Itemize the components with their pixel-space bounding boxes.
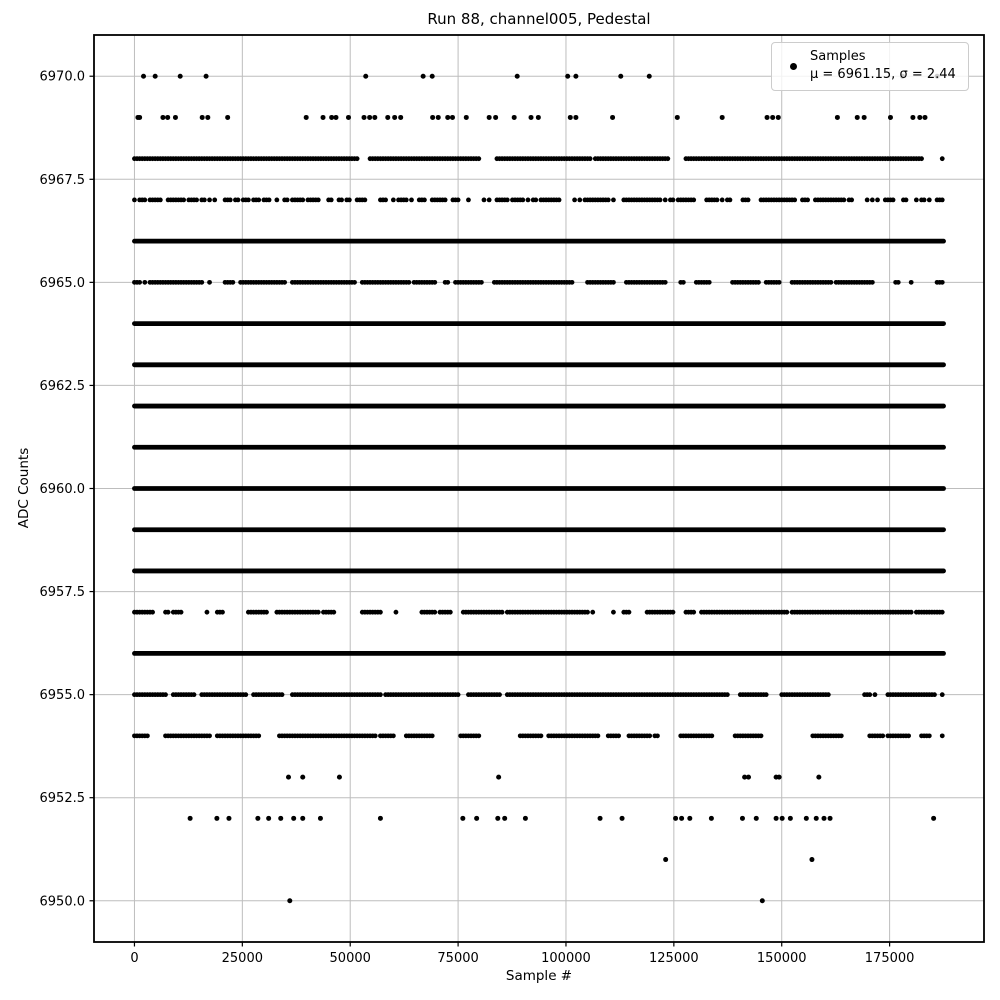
sample-dot <box>770 115 775 120</box>
sample-dot <box>822 816 827 821</box>
sample-dot <box>373 733 378 738</box>
sample-dot <box>158 198 163 203</box>
sample-dot <box>456 198 461 203</box>
sample-dot <box>725 692 730 697</box>
sample-dot <box>316 610 321 615</box>
sample-dot <box>715 198 720 203</box>
sample-dot <box>445 115 450 120</box>
x-tick-label: 175000 <box>864 951 915 966</box>
sample-dot <box>163 692 168 697</box>
sample-dot <box>226 816 231 821</box>
sample-dot <box>788 816 793 821</box>
y-tick-label: 6967.5 <box>39 172 85 188</box>
sample-dot <box>207 280 212 285</box>
sample-dot <box>432 280 437 285</box>
sample-dot <box>255 816 260 821</box>
sample-dot <box>709 816 714 821</box>
sample-dot <box>627 610 632 615</box>
sample-dot <box>266 816 271 821</box>
sample-dot <box>476 156 481 161</box>
sample-dot <box>792 198 797 203</box>
sample-dot <box>188 816 193 821</box>
sample-dot <box>199 280 204 285</box>
sample-dot <box>346 115 351 120</box>
sample-dot <box>707 280 712 285</box>
sample-dot <box>448 610 453 615</box>
sample-dot <box>166 610 171 615</box>
sample-dot <box>502 816 507 821</box>
sample-dot <box>931 816 936 821</box>
sample-dot <box>205 610 210 615</box>
sample-dot <box>178 74 183 79</box>
sample-dot <box>378 692 383 697</box>
sample-dot <box>207 733 212 738</box>
sample-dot <box>422 198 427 203</box>
sample-dot <box>671 198 676 203</box>
sample-dot <box>141 74 146 79</box>
sample-dot <box>391 198 396 203</box>
sample-dot <box>150 610 155 615</box>
sample-dot <box>917 115 922 120</box>
sample-dot <box>207 198 212 203</box>
y-tick-label: 6955.0 <box>39 688 85 704</box>
sample-dot <box>512 115 517 120</box>
sample-dot <box>160 115 165 120</box>
sample-dot <box>774 816 779 821</box>
sample-dot <box>658 198 663 203</box>
y-tick-label: 6965.0 <box>39 275 85 291</box>
sample-dot <box>873 692 878 697</box>
sample-dot <box>362 198 367 203</box>
sample-dot <box>145 733 150 738</box>
sample-dot <box>394 610 399 615</box>
data-points <box>132 74 945 904</box>
sample-dot <box>681 280 686 285</box>
sample-dot <box>940 610 945 615</box>
sample-dot <box>256 198 261 203</box>
sample-dot <box>940 156 945 161</box>
sample-dot <box>520 198 525 203</box>
sample-dot <box>780 816 785 821</box>
sample-dot <box>826 692 831 697</box>
sample-dot <box>590 610 595 615</box>
sample-dot <box>906 733 911 738</box>
sample-dot <box>855 115 860 120</box>
sample-dot <box>479 280 484 285</box>
sample-dot <box>460 816 465 821</box>
sample-dot <box>464 115 469 120</box>
sample-dot <box>870 280 875 285</box>
sample-dot <box>687 816 692 821</box>
sample-dot <box>286 775 291 780</box>
y-tick-label: 6952.5 <box>39 791 85 807</box>
sample-dot <box>378 816 383 821</box>
sample-dot <box>606 198 611 203</box>
sample-dot <box>760 898 765 903</box>
sample-dot <box>754 816 759 821</box>
sample-dot <box>570 280 575 285</box>
sample-dot <box>835 115 840 120</box>
sample-dot <box>828 816 833 821</box>
legend-marker-box <box>780 63 806 70</box>
sample-dot <box>430 733 435 738</box>
sample-dot <box>841 198 846 203</box>
y-axis-label: ADC Counts <box>16 447 32 529</box>
sample-dot <box>573 74 578 79</box>
sample-dot <box>849 198 854 203</box>
chart-title: Run 88, channel005, Pedestal <box>427 10 651 28</box>
sample-dot <box>300 198 305 203</box>
sample-dot <box>809 857 814 862</box>
sample-dot <box>805 198 810 203</box>
sample-dot <box>940 733 945 738</box>
sample-dot <box>321 115 326 120</box>
sample-dot <box>539 733 544 738</box>
tick-labels <box>40 70 915 966</box>
sample-dot <box>910 115 915 120</box>
sample-dot <box>665 156 670 161</box>
sample-dot <box>421 74 426 79</box>
sample-dot <box>432 610 437 615</box>
sample-dot <box>565 74 570 79</box>
sample-dot <box>777 775 782 780</box>
x-tick-label: 75000 <box>437 951 479 966</box>
sample-dot <box>776 115 781 120</box>
sample-dot <box>804 816 809 821</box>
sample-dot <box>179 610 184 615</box>
x-tick-label: 150000 <box>756 951 807 966</box>
sample-dot <box>577 198 582 203</box>
sample-dot <box>515 74 520 79</box>
sample-dot <box>264 610 269 615</box>
sample-dot <box>487 198 492 203</box>
sample-dot <box>443 198 448 203</box>
sample-dot <box>476 733 481 738</box>
sample-dot <box>316 198 321 203</box>
sample-dot <box>720 115 725 120</box>
sample-dot <box>904 198 909 203</box>
sample-dot <box>409 198 414 203</box>
sample-dot <box>363 74 368 79</box>
y-tick-label: 6970.0 <box>39 69 85 85</box>
sample-dot <box>720 198 725 203</box>
sample-dot <box>927 733 932 738</box>
sample-dot <box>785 610 790 615</box>
sample-dot <box>620 816 625 821</box>
sample-dot <box>192 692 197 697</box>
sample-dot <box>474 816 479 821</box>
sample-dot <box>909 610 914 615</box>
ticks <box>90 76 890 946</box>
sample-dot <box>829 280 834 285</box>
sample-dot <box>181 198 186 203</box>
legend-label-samples: Samples <box>810 49 866 64</box>
sample-dot <box>573 115 578 120</box>
x-tick-label: 50000 <box>329 951 371 966</box>
sample-dot <box>888 115 893 120</box>
sample-dot <box>430 115 435 120</box>
sample-dot <box>557 198 562 203</box>
sample-dot <box>655 733 660 738</box>
sample-dot <box>173 115 178 120</box>
sample-dot <box>300 775 305 780</box>
sample-dot <box>300 816 305 821</box>
sample-dot <box>505 198 510 203</box>
sample-dot <box>746 198 751 203</box>
x-tick-label: 0 <box>130 951 139 966</box>
sample-dot <box>280 692 285 697</box>
sample-dot <box>610 115 615 120</box>
sample-dot <box>598 816 603 821</box>
sample-dot <box>865 198 870 203</box>
sample-dot <box>225 115 230 120</box>
sample-dot <box>529 115 534 120</box>
sample-dot <box>137 280 142 285</box>
sample-dot <box>398 115 403 120</box>
y-tick-label: 6962.5 <box>39 378 85 394</box>
sample-dot <box>482 198 487 203</box>
sample-dot <box>568 115 573 120</box>
sample-dot <box>496 775 501 780</box>
sample-dot <box>816 775 821 780</box>
sample-dot <box>691 198 696 203</box>
sample-dot <box>200 115 205 120</box>
sample-dot <box>230 280 235 285</box>
sample-dot <box>746 775 751 780</box>
sample-dot <box>355 156 360 161</box>
sample-dot <box>611 610 616 615</box>
x-tick-label: 125000 <box>649 951 699 966</box>
sample-dot <box>142 198 147 203</box>
sample-dot <box>153 74 158 79</box>
sample-dot <box>194 198 199 203</box>
sample-dot <box>927 198 932 203</box>
sample-dot <box>675 115 680 120</box>
sample-dot <box>759 733 764 738</box>
sample-dot <box>430 74 435 79</box>
sample-dot <box>383 198 388 203</box>
samples-marker-icon <box>790 63 797 70</box>
sample-dot <box>919 156 924 161</box>
sample-dot <box>862 115 867 120</box>
sample-dot <box>777 280 782 285</box>
sample-dot <box>347 198 352 203</box>
sample-dot <box>142 280 147 285</box>
sample-dot <box>673 816 678 821</box>
sample-dot <box>202 198 207 203</box>
sample-dot <box>406 280 411 285</box>
sample-dot <box>596 733 601 738</box>
sample-dot <box>523 816 528 821</box>
sample-dot <box>352 280 357 285</box>
sample-dot <box>337 775 342 780</box>
sample-dot <box>867 692 872 697</box>
sample-dot <box>267 198 272 203</box>
legend-stats: μ = 6961.15, σ = 2.44 <box>810 67 956 83</box>
sample-dot <box>588 156 593 161</box>
sample-dot <box>814 816 819 821</box>
sample-dot <box>436 115 441 120</box>
sample-dot <box>278 816 283 821</box>
sample-dot <box>466 198 471 203</box>
sample-dot <box>495 816 500 821</box>
sample-dot <box>392 115 397 120</box>
sample-dot <box>228 198 233 203</box>
sample-dot <box>404 198 409 203</box>
sample-dot <box>287 898 292 903</box>
sample-dot <box>132 198 137 203</box>
x-tick-label: 100000 <box>541 951 591 966</box>
sample-dot <box>663 280 668 285</box>
sample-dot <box>536 115 541 120</box>
y-tick-label: 6957.5 <box>39 585 85 601</box>
sample-dot <box>526 198 531 203</box>
sample-dot <box>137 115 142 120</box>
sample-dot <box>291 816 296 821</box>
sample-dot <box>572 198 577 203</box>
sample-dot <box>372 115 377 120</box>
sample-dot <box>914 198 919 203</box>
sample-dot <box>671 610 676 615</box>
sample-dot <box>765 115 770 120</box>
sample-dot <box>740 816 745 821</box>
y-tick-label: 6960.0 <box>39 482 85 497</box>
sample-dot <box>385 115 390 120</box>
sample-dot <box>728 198 733 203</box>
sample-dot <box>870 198 875 203</box>
sample-dot <box>487 115 492 120</box>
sample-dot <box>500 610 505 615</box>
sample-dot <box>647 733 652 738</box>
sample-dot <box>246 198 251 203</box>
sample-dot <box>212 198 217 203</box>
sample-dot <box>274 198 279 203</box>
sample-dot <box>329 198 334 203</box>
sample-dot <box>331 610 336 615</box>
sample-dot <box>922 115 927 120</box>
sample-dot <box>282 280 287 285</box>
sample-dot <box>329 115 334 120</box>
sample-dot <box>932 692 937 697</box>
sample-dot <box>378 610 383 615</box>
sample-dot <box>922 198 927 203</box>
y-tick-label: 6950.0 <box>39 894 85 910</box>
sample-dot <box>391 733 396 738</box>
sample-dot <box>875 198 880 203</box>
sample-dot <box>285 198 290 203</box>
sample-dot <box>909 280 914 285</box>
sample-dot <box>691 610 696 615</box>
sample-dot <box>493 115 498 120</box>
sample-dot <box>709 733 714 738</box>
sample-dot <box>679 816 684 821</box>
sample-dot <box>940 692 945 697</box>
sample-dot <box>896 280 901 285</box>
sample-dot <box>533 198 538 203</box>
sample-dot <box>756 280 761 285</box>
sample-dot <box>880 733 885 738</box>
sample-dot <box>618 74 623 79</box>
sample-dot <box>165 115 170 120</box>
sample-dot <box>362 115 367 120</box>
sample-dot <box>891 198 896 203</box>
sample-dot <box>304 115 309 120</box>
sample-dot <box>663 198 668 203</box>
sample-dot <box>339 198 344 203</box>
sample-dot <box>611 198 616 203</box>
legend-text <box>810 48 956 85</box>
sample-dot <box>367 115 372 120</box>
x-axis-label: Sample # <box>505 968 573 984</box>
sample-dot <box>647 74 652 79</box>
legend <box>771 42 969 91</box>
sample-dot <box>764 692 769 697</box>
sample-dot <box>333 115 338 120</box>
sample-dot <box>585 610 590 615</box>
sample-dot <box>456 692 461 697</box>
sample-dot <box>214 816 219 821</box>
sample-dot <box>318 816 323 821</box>
sample-dot <box>236 198 241 203</box>
sample-dot <box>611 280 616 285</box>
sample-dot <box>220 610 225 615</box>
sample-dot <box>940 280 945 285</box>
sample-dot <box>839 733 844 738</box>
sample-dot <box>243 692 248 697</box>
sample-dot <box>205 115 210 120</box>
x-tick-label: 25000 <box>221 951 264 966</box>
sample-dot <box>663 857 668 862</box>
sample-dot <box>256 733 261 738</box>
sample-dot <box>445 280 450 285</box>
sample-dot <box>616 733 621 738</box>
sample-dot <box>940 198 945 203</box>
sample-dot <box>450 115 455 120</box>
sample-dot <box>204 74 209 79</box>
sample-dot <box>497 692 502 697</box>
